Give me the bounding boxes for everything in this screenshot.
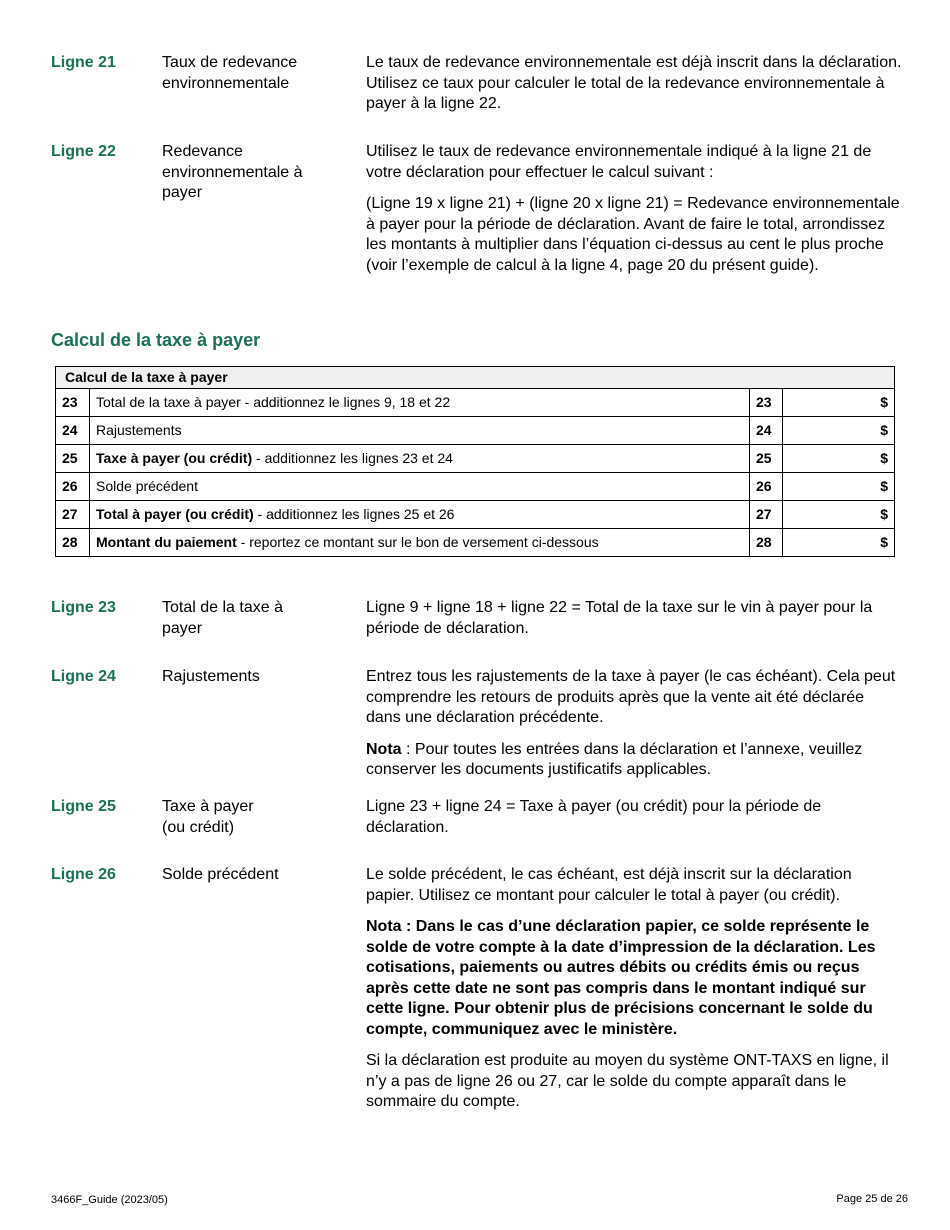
row-description <box>90 529 750 557</box>
line-22-text-2: (Ligne 19 x ligne 21) + (ligne 20 x ligne 21) = Redevance environnementale à payer pour la période de déclaration. Avant de faire le total, arrondissez les montants à multiplier dans l’équation ci-dessus au cent le plus proche (voir l’exemple de calcul à la ligne 4, page 20 du présent guide). <box>366 195 900 274</box>
line-23-name: Total de la taxe à payer <box>162 599 283 637</box>
line-23-description <box>366 598 902 639</box>
currency-symbol: $ <box>880 422 888 438</box>
table-row <box>56 417 895 445</box>
line-22-name: Redevance environnementale à payer <box>162 143 303 201</box>
row-number: 24 <box>56 417 90 445</box>
row-label-text: Solde précédent <box>96 478 198 494</box>
row-amount-field[interactable] <box>783 473 895 501</box>
currency-symbol: $ <box>880 394 888 410</box>
row-line-ref: 26 <box>750 473 783 501</box>
line-21-text: Le taux de redevance environnementale est déjà inscrit dans la déclaration. Utilisez ce taux pour calculer le total de la redevance environnementale à payer à la ligne 22. <box>366 54 902 112</box>
section-title: Calcul de la taxe à payer <box>51 330 261 350</box>
row-label-bold: Total à payer (ou crédit) <box>96 506 254 522</box>
row-number: 25 <box>56 445 90 473</box>
row-description <box>90 501 750 529</box>
row-number: 27 <box>56 501 90 529</box>
currency-symbol: $ <box>880 450 888 466</box>
line-23-text: Ligne 9 + ligne 18 + ligne 22 = Total de la taxe sur le vin à payer pour la période de déclaration. <box>366 599 873 637</box>
row-number: 26 <box>56 473 90 501</box>
line-23-label: Ligne 23 <box>51 599 116 616</box>
line-26-description <box>366 865 902 1113</box>
line-21-label: Ligne 21 <box>51 54 116 71</box>
row-amount-field[interactable] <box>783 389 895 417</box>
line-26-note: Nota : Dans le cas d’une déclaration papier, ce solde représente le solde de votre compte à la date d’impression de la déclaration. Les cotisations, paiements ou autres débits ou crédits émis ou reçus après cette date ne sont pas compris dans le montant indiqué sur cette ligne. Pour obtenir plus de précisions concernant le solde du compte, communiquez avec le ministère. <box>366 918 876 1038</box>
line-24-label: Ligne 24 <box>51 668 116 685</box>
line-24-description <box>366 667 902 781</box>
table-header: Calcul de la taxe à payer <box>56 367 895 389</box>
row-description <box>90 417 750 445</box>
row-description <box>90 473 750 501</box>
currency-symbol: $ <box>880 478 888 494</box>
row-label-text: - additionnez les lignes 23 et 24 <box>252 450 453 466</box>
line-24-name: Rajustements <box>162 668 260 685</box>
row-line-ref: 25 <box>750 445 783 473</box>
footer-page-number: Page 25 de 26 <box>836 1193 908 1205</box>
line-21-description <box>366 53 902 115</box>
line-25-description <box>366 797 902 838</box>
line-26-text: Le solde précédent, le cas échéant, est déjà inscrit sur la déclaration papier. Utilisez ce montant pour calculer le total à payer (ou crédit). <box>366 866 852 904</box>
row-line-ref: 23 <box>750 389 783 417</box>
row-label-text: Rajustements <box>96 422 182 438</box>
line-26-label: Ligne 26 <box>51 866 116 883</box>
currency-symbol: $ <box>880 534 888 550</box>
line-25-label: Ligne 25 <box>51 798 116 815</box>
row-label-bold: Taxe à payer (ou crédit) <box>96 450 253 466</box>
line-25-name: Taxe à payer (ou crédit) <box>162 798 254 836</box>
row-label-text: - reportez ce montant sur le bon de versement ci-dessous <box>236 534 599 550</box>
table-row <box>56 501 895 529</box>
line-25-text: Ligne 23 + ligne 24 = Taxe à payer (ou crédit) pour la période de déclaration. <box>366 798 822 836</box>
row-number: 28 <box>56 529 90 557</box>
line-26-name: Solde précédent <box>162 866 279 883</box>
row-description <box>90 389 750 417</box>
row-line-ref: 27 <box>750 501 783 529</box>
row-amount-field[interactable] <box>783 445 895 473</box>
row-line-ref: 24 <box>750 417 783 445</box>
line-24-text: Entrez tous les rajustements de la taxe à payer (le cas échéant). Cela peut comprendre les retours de produits après que la vente ait été déclarée dans une déclaration précédente. <box>366 668 896 726</box>
row-amount-field[interactable] <box>783 529 895 557</box>
table-row <box>56 473 895 501</box>
row-amount-field[interactable] <box>783 501 895 529</box>
row-label-bold: Montant du paiement <box>96 534 237 550</box>
currency-symbol: $ <box>880 506 888 522</box>
row-line-ref: 28 <box>750 529 783 557</box>
line-21-name: Taux de redevance environnementale <box>162 54 298 92</box>
table-header-row <box>56 367 895 389</box>
line-22-description <box>366 142 902 276</box>
row-number: 23 <box>56 389 90 417</box>
table-row <box>56 445 895 473</box>
table-row <box>56 529 895 557</box>
row-label-text: Total de la taxe à payer - additionnez le lignes 9, 18 et 22 <box>96 394 451 410</box>
line-22-label: Ligne 22 <box>51 143 116 160</box>
line-26-text-2: Si la déclaration est produite au moyen du système ONT-TAXS en ligne, il n’y a pas de ligne 26 ou 27, car le solde du compte apparaît dans le sommaire du compte. <box>366 1052 889 1110</box>
row-description <box>90 445 750 473</box>
line-24-note-text: : Pour toutes les entrées dans la déclaration et l’annexe, veuillez conserver les documents justificatifs applicables. <box>366 740 863 778</box>
row-label-text: - additionnez les lignes 25 et 26 <box>253 506 455 522</box>
tax-calculation-table <box>55 366 895 557</box>
row-amount-field[interactable] <box>783 417 895 445</box>
line-24-note <box>366 740 902 781</box>
footer-form-id: 3466F_Guide (2023/05) <box>51 1194 168 1206</box>
line-22-text-1: Utilisez le taux de redevance environnementale indiqué à la ligne 21 de votre déclaration pour effectuer le calcul suivant : <box>366 143 872 181</box>
table-row <box>56 389 895 417</box>
line-24-note-label: Nota <box>366 740 402 758</box>
